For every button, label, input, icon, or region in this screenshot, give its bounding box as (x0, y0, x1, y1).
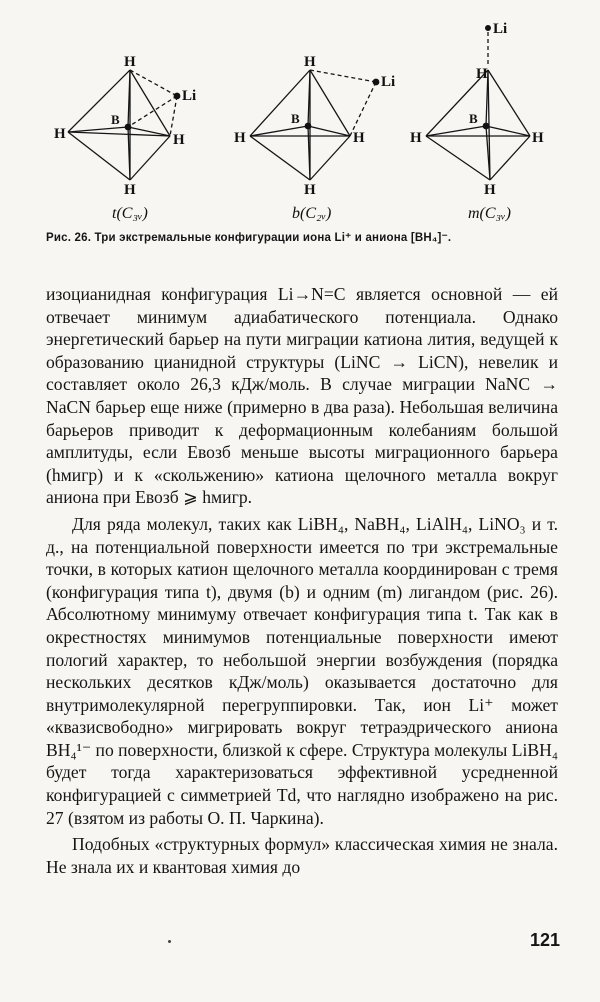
label-t: t(C₃ᵥ) (112, 205, 148, 222)
paragraph: изоцианидная конфигурация Li→N=C является основной — ей отвечает минимум адиабатического потенциала. Однако энергетический барьер на пути миграции катиона лития, ведущей к образованию цианидной структуры (LiNC → LiCN), невелик и составляет около 26,3 кДж/моль. В случае миграции NaNC → NaCN барьер еще ниже (примерно в два раза). Небольшая величина барьеров приводит к деформационным колебаниям большой амплитуды, если Eвозб меньше высоты миграционного барьера (hмигр) и к «скольжению» катиона щелочного металла вокруг аниона при Eвозб ⩾ hмигр. (46, 284, 558, 508)
atom-label: H (234, 130, 246, 146)
b-atom-t (125, 124, 132, 131)
b-atom-m (483, 123, 490, 130)
atom-label: H (484, 182, 496, 198)
label-m: m(C₃ᵥ) (468, 205, 511, 222)
atom-label: H (304, 54, 316, 70)
atom-label: H (532, 130, 544, 146)
atom-label: H (124, 54, 136, 70)
diagram-t (68, 70, 177, 180)
label-b: b(C₂ᵥ) (292, 205, 332, 222)
atom-label: H (54, 126, 66, 142)
atom-label: H (353, 130, 365, 146)
paragraph: Подобных «структурных формул» классическая химия не знала. Не знала их и квантовая химия до (46, 834, 558, 877)
figure-26-drawing (40, 14, 570, 234)
atom-label: H (304, 182, 316, 198)
diagram-m (426, 32, 530, 180)
diagram-b (250, 70, 376, 180)
atom-label: H (476, 66, 488, 82)
atom-label: Li (182, 88, 197, 104)
page-number: 121 (530, 930, 561, 950)
atom-label: Li (493, 21, 508, 37)
li-atom-b (373, 79, 380, 86)
atom-label: Li (381, 74, 396, 90)
atom-label: H (173, 132, 185, 148)
atom-label: B (111, 112, 120, 127)
figure-26 (40, 14, 570, 234)
paragraph: Для ряда молекул, таких как LiBH₄, NaBH₄, LiAlH₄, LiNO₃ и т. д., на потенциальной поверхности имеется по три экстремальные точки, в которых катион щелочного металла координирован с тремя (конфигурация типа t), двумя (b) и одним (m) лигандом (рис. 26). Абсолютному минимуму отвечает конфигурация типа t. Так как в окрестностях минимумов потенциальные поверхности имеют пологий характер, то небольшой энергии возбуждения (порядка нескольких десятков кДж/моль) оказывается достаточно для внутримолекулярной перегруппировки. Так, ион Li⁺ может «квазисвободно» мигрировать вокруг тетраэдрического аниона BH₄¹⁻ по поверхности, близкой к сфере. Структура молекулы LiBH₄ будет тогда характеризоваться эффективной усредненной конфигурацией с симметрией Td, что наглядно изображено на рис. 27 (взятом из работы О. П. Чаркина). (46, 513, 558, 828)
atom-label: B (291, 111, 300, 126)
body-text (46, 283, 558, 882)
li-atom-t (174, 93, 181, 100)
b-atom-b (305, 123, 312, 130)
figure-caption: Рис. 26. Три экстремальные конфигурации иона Li⁺ и аниона [BH₄]⁻. (46, 232, 452, 244)
atom-label: B (469, 111, 478, 126)
print-speck (168, 940, 171, 943)
li-atom-m (485, 25, 491, 31)
atom-label: H (124, 182, 136, 198)
atom-label: H (410, 130, 422, 146)
